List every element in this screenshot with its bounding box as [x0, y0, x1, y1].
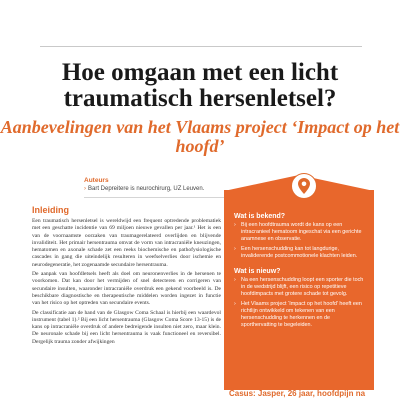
authors-line: [84, 186, 204, 192]
top-rule: [40, 46, 362, 47]
new-item: [234, 301, 364, 330]
chevron-right-icon: ›: [234, 300, 236, 307]
article-title: Hoe omgaan met een licht traumatisch hersenletsel?: [61, 59, 339, 112]
new-heading: Wat is nieuw?: [234, 268, 281, 276]
new-item-text: Het Vlaams project ‘Impact op het hoofd’ heeft een richtlijn ontwikkeld om tekenen van een hersenschudding te herkennen en de sporthervatting te begeleiden.: [241, 300, 362, 329]
known-item-text: Een hersenschudding kan tot langdurige, invaliderende postcommotionele klachten leiden.: [241, 245, 358, 259]
author-text: Bart Depreitere is neurochirurg, UZ Leuven.: [88, 186, 205, 192]
authors-rule: [84, 197, 246, 198]
known-item: [234, 222, 364, 244]
location-pin-icon: [298, 178, 310, 194]
chevron-right-icon: ›: [84, 186, 86, 192]
chevron-right-icon: ›: [234, 277, 236, 284]
new-item-text: Na een hersenschudding loopt een sporter die toch in de wedstrijd blijft, een risico op repetitieve hoofdimpacts met grotere schade tot gevolg.: [241, 277, 364, 298]
known-heading: Wat is bekend?: [234, 213, 286, 220]
intro-heading: Inleiding: [32, 205, 69, 215]
known-item: [234, 246, 364, 260]
intro-paragraph: De aanpak van hoofdletsels heeft als doel om neuronenverlies in de hersenen te voorkomen. Dat kan door het vermijden of snel detecteren en corrigeren van secundaire insulten, waaronder intracraniële overdruk een gekend voorbeeld is. De beschikbare diagnostische en therapeutische middelen worden ingezet in functie van het risico op het optreden van secundaire events.: [32, 271, 221, 307]
intro-paragraph: Een traumatisch hersenletsel is wereldwijd een frequent optredende problematiek met een geschatte incidentie van 69 miljoen nieuwe gevallen per jaar.¹ Het is een van de voornaamste oorzaken van traumagerelateerd overlijden en blijvende invaliditeit. Het primair hersentrauma omvat de vorm van intracraniële kneuzingen, hematomen en axonale schade zet een reeks biochemische en pathofysiologische cascades in gang die uiteindelijk resulteren in weefselverlies door ischemie en neurodegeneratie, het zogenaamde secundaire hersentrauma.: [32, 218, 221, 268]
intro-paragraph: De classificatie aan de hand van de Glasgow Coma Schaal is hierbij een waardevol instrument (tabel 1).² Bij een licht hersentrauma (Glasgow Coma Score 13-15) is de kans op intracraniële overdruk of andere bedreigende insulten niet zero, maar klein. De neuronale schade bij een licht hersentrauma is vaak functioneel en reversibel. Dergelijk trauma zonder afwijkingen: [32, 309, 221, 345]
intro-column: [32, 205, 221, 348]
location-pin-badge: [291, 173, 317, 199]
authors-heading: Auteurs: [84, 177, 109, 184]
new-item: [234, 277, 364, 299]
case-heading: Casus: Jasper, 26 jaar, hoofdpijn na: [229, 389, 366, 398]
infobox-content: [234, 213, 364, 331]
article-subtitle: Aanbevelingen van het Vlaams project ‘Impact op het hoofd’: [0, 117, 400, 156]
known-item-text: Bij een hoofdtrauma wordt de kans op een intracranieel hematoom ingeschat via een gerichte anamnese en observatie.: [241, 222, 362, 243]
chevron-right-icon: ›: [234, 222, 236, 228]
chevron-right-icon: ›: [234, 245, 236, 252]
